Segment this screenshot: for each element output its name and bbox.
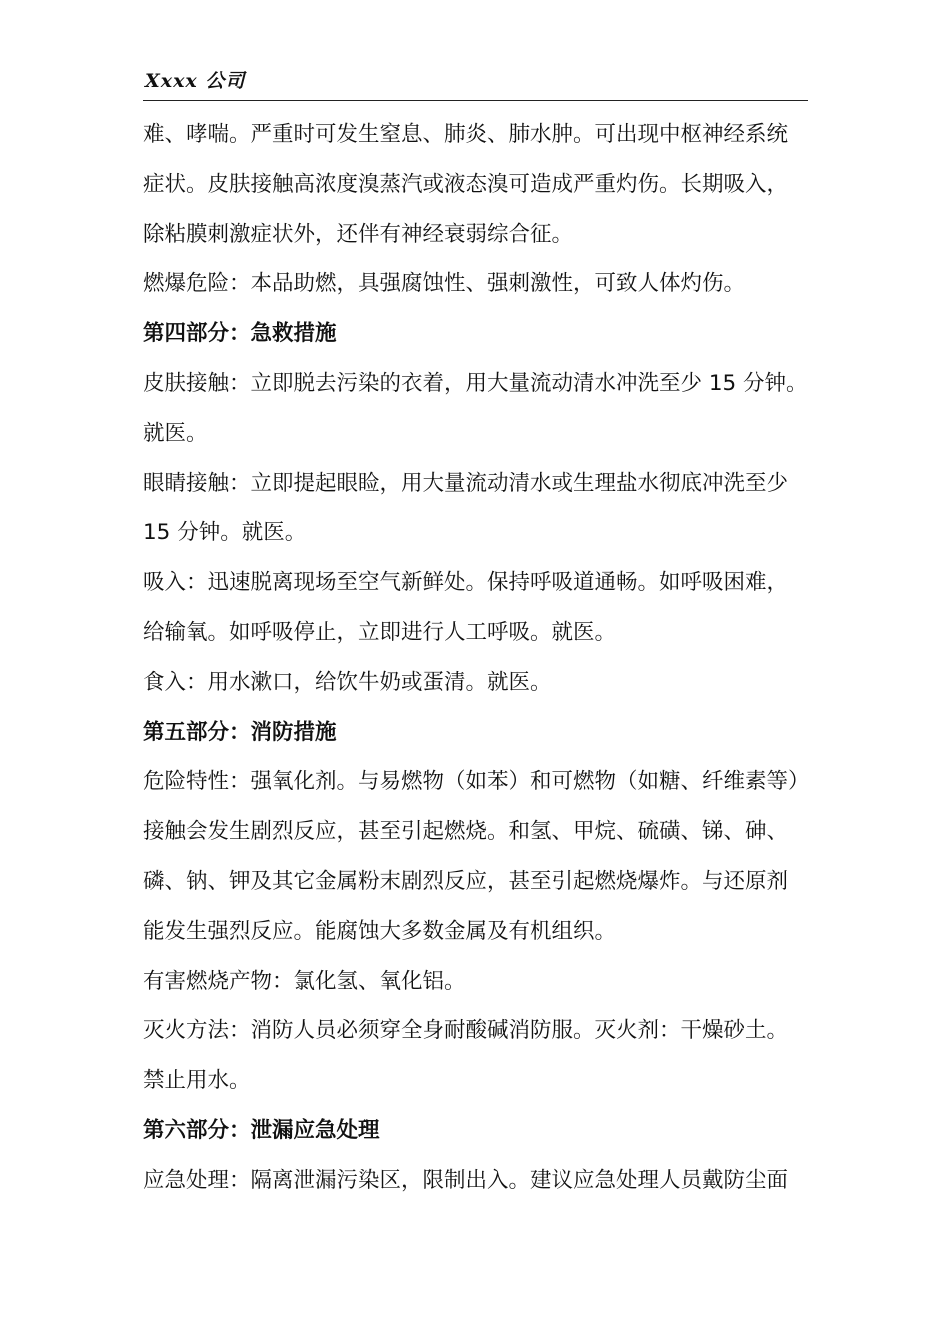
text-line: 难、哮喘。严重时可发生窒息、肺炎、肺水肿。可出现中枢神经系统 xyxy=(143,122,789,147)
section-heading-4: 第四部分：急救措施 xyxy=(143,321,337,347)
company-name: Xxxx 公司 xyxy=(145,70,246,92)
text-line: 危险特性：强氧化剂。与易燃物（如苯）和可燃物（如糖、纤维素等） xyxy=(143,769,810,795)
text-line: 能发生强烈反应。能腐蚀大多数金属及有机组织。 xyxy=(143,918,617,944)
text-line: 给输氧。如呼吸停止，立即进行人工呼吸。就医。 xyxy=(143,619,617,645)
text-line: 磷、钠、钾及其它金属粉末剧烈反应，甚至引起燃烧爆炸。与还原剂 xyxy=(143,868,789,894)
page-header xyxy=(143,64,808,101)
section-heading-6: 第六部分：泄漏应急处理 xyxy=(143,1117,380,1143)
text-line: 食入：用水漱口，给饮牛奶或蛋清。就医。 xyxy=(143,669,552,695)
text-line: 有害燃烧产物：氯化氢、氧化铝。 xyxy=(143,968,466,994)
text-line: 症状。皮肤接触高浓度溴蒸汽或液态溴可造成严重灼伤。长期吸入， xyxy=(143,171,789,197)
text-line: 应急处理：隔离泄漏污染区，限制出入。建议应急处理人员戴防尘面 xyxy=(143,1167,789,1193)
text-line: 就医。 xyxy=(143,420,208,446)
document-body xyxy=(143,110,818,1206)
text-line: 禁止用水。 xyxy=(143,1068,251,1094)
text-line: 接触会发生剧烈反应，甚至引起燃烧。和氢、甲烷、硫磺、锑、砷、 xyxy=(143,819,789,845)
section-heading-5: 第五部分：消防措施 xyxy=(143,719,337,745)
text-line: 燃爆危险：本品助燃，具强腐蚀性、强刺激性，可致人体灼伤。 xyxy=(143,271,746,297)
text-line: 灭火方法：消防人员必须穿全身耐酸碱消防服。灭火剂：干燥砂土。 xyxy=(143,1018,789,1044)
text-line: 除粘膜刺激症状外，还伴有神经衰弱综合征。 xyxy=(143,221,574,247)
text-line: 眼睛接触：立即提起眼睑，用大量流动清水或生理盐水彻底冲洗至少 xyxy=(143,470,789,496)
text-line: 皮肤接触：立即脱去污染的衣着，用大量流动清水冲洗至少 15 分钟。 xyxy=(143,370,808,396)
text-line: 15 分钟。就医。 xyxy=(143,520,307,546)
text-line: 吸入：迅速脱离现场至空气新鲜处。保持呼吸道通畅。如呼吸困难， xyxy=(143,570,789,596)
